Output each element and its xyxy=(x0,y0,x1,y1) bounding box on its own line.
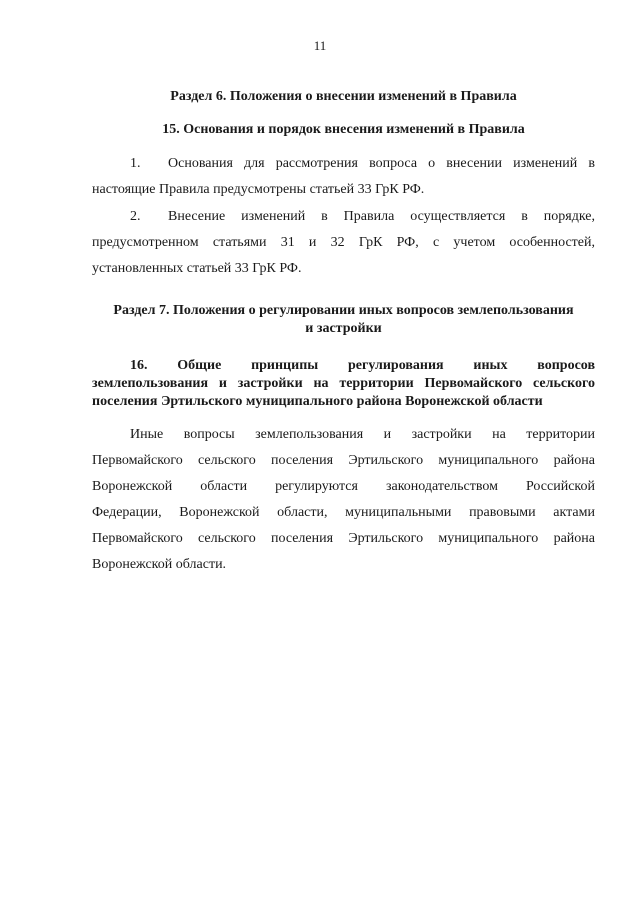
section-6-heading: Раздел 6. Положения о внесении изменений в Правила xyxy=(170,89,517,104)
paragraph-line-4: Федерации, Воронежской области, муниципальными правовыми актами xyxy=(92,505,595,520)
item-1-number: 1. xyxy=(130,156,141,171)
article-16-heading-line-3: поселения Эртильского муниципального района Воронежской области xyxy=(92,394,543,409)
page-number: 11 xyxy=(313,38,327,53)
item-1-line-1: Основания для рассмотрения вопроса о внесении изменений в xyxy=(168,156,595,171)
section-7-heading-line-2: и застройки xyxy=(305,321,382,336)
item-2-number: 2. xyxy=(130,209,141,224)
article-16-heading-line-2: землепользования и застройки на территории Первомайского сельского xyxy=(92,376,595,391)
paragraph-line-5: Первомайского сельского поселения Эртильского муниципального района xyxy=(92,531,595,546)
item-2-line-3: установленных статьей 33 ГрК РФ. xyxy=(92,261,302,276)
item-1-line-2: настоящие Правила предусмотрены статьей 33 ГрК РФ. xyxy=(92,182,425,197)
section-7-heading-line-1: Раздел 7. Положения о регулировании иных вопросов землепользования xyxy=(113,303,574,318)
paragraph-line-6: Воронежской области. xyxy=(92,557,227,572)
article-16-heading-line-1: 16. Общие принципы регулирования иных вопросов xyxy=(130,358,595,373)
article-15-heading: 15. Основания и порядок внесения изменений в Правила xyxy=(162,122,525,137)
item-2-line-2: предусмотренном статьями 31 и 32 ГрК РФ, с учетом особенностей, xyxy=(92,235,595,250)
paragraph-line-2: Первомайского сельского поселения Эртильского муниципального района xyxy=(92,453,595,468)
paragraph-line-1: Иные вопросы землепользования и застройки на территории xyxy=(130,427,595,442)
paragraph-line-3: Воронежской области регулируются законодательством Российской xyxy=(92,479,595,494)
item-2-line-1: Внесение изменений в Правила осуществляется в порядке, xyxy=(168,209,595,224)
